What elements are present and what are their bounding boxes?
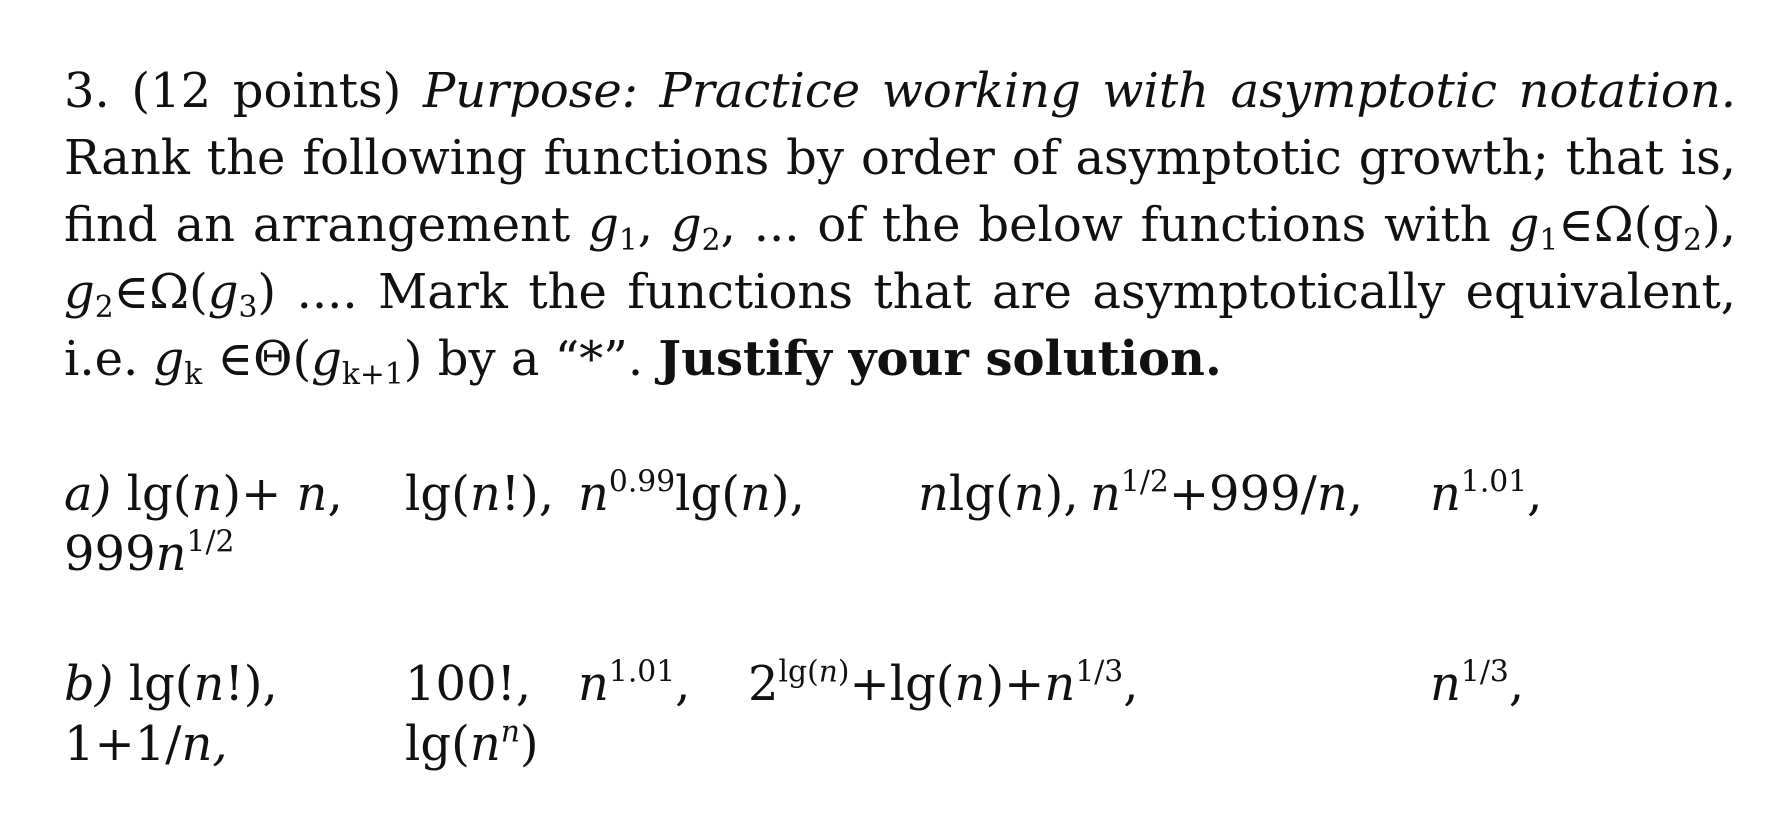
fn-a4: nlg(n), (918, 466, 1079, 522)
part-b-label: b) (64, 656, 114, 712)
fn-b2: 100!, (405, 656, 532, 712)
part-a-label-row (64, 464, 343, 524)
fn-a3: $n^{0.99}\lg(n)$, (578, 464, 805, 522)
fn-b5: $n^{1/3}$, (1430, 654, 1525, 712)
part-b-label-row (64, 654, 278, 714)
fn-b1: lg(n!), (128, 656, 278, 712)
fn-b3: $n^{1.01}$, (578, 654, 691, 712)
problem-purpose: Purpose: Practice working with asymptotic notation. (422, 63, 1736, 119)
fn-a1: lg(n)+ n, (126, 466, 343, 522)
part-a-label: a) (64, 466, 112, 522)
fn-a5: $n^{1/2}+999/n$, (1090, 464, 1364, 522)
fn-a6: $n^{1.01}$, (1430, 464, 1543, 522)
problem-number: 3. (12 points) (64, 63, 423, 119)
fn-b6: 1+1/n, (64, 716, 228, 772)
fn-a2: lg(n!), (405, 466, 555, 522)
fn-b4: $2^{lg(n)}+\lg(n)+n^{1/3}$, (748, 654, 1139, 712)
fn-b7: $\lg(n^n)$ (405, 714, 539, 772)
fn-a7: $999n^{1/2}$ (64, 524, 235, 582)
justify-instruction: Justify your solution. (658, 331, 1222, 387)
problem-statement: 3. (12 points) Purpose: Practice working with asymptotic notation. Rank the following functions by order of asymptotic growth; that is, find an arrangement $g_1$, $g_2$, ... of the below functions with $g_1\in\Omega(g_2)$, $g_2\in\Omega(g_3)$ .... Mark the functions that are asymptotically equivalent, i.e. $g_k$ $\in\Theta(g_{k+1})$ by a “*”. Justify your solution. (64, 63, 1736, 392)
